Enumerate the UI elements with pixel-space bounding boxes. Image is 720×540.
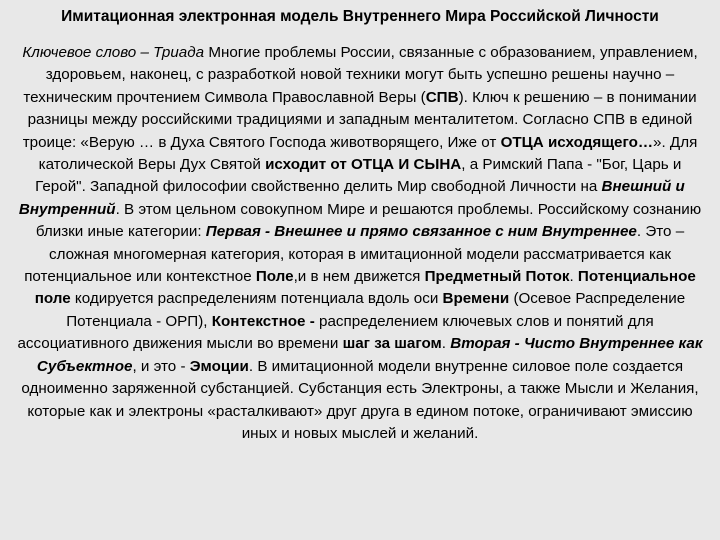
body-text (12, 42, 708, 445)
text-run: (Осевое Распределение Потенциала - ОРП), (66, 290, 686, 330)
text-run: Первая - Внешнее и прямо связанное с ним Внутреннее (205, 223, 637, 241)
text-run: , а Римский Папа - "Бог, Царь и Герой". Западной философии свойственно делить Мир свободной Личности на (35, 156, 682, 196)
text-run: . (441, 335, 451, 353)
text-run: ). Ключ к решению – в понимании разницы между российскими традициями и западным менталитетом. Согласно СПВ в единой троице: «Верую … в Духа Святого Господа животворящего, Иже от (22, 88, 697, 151)
text-run: Потенциальное поле (34, 268, 696, 308)
text-run: . В имитационной модели внутренне силовое поле создается одноименно заряженной субстанцией. Субстанция есть Электроны, а также Мысли и Желания, которые как и электроны «расталкивают» друг друга в едином потоке, ограничивают эмиссию иных и новых мыслей и желаний. (21, 357, 699, 442)
text-run: распределением ключевых слов и понятий для ассоциативного движения мысли во времени (17, 312, 654, 353)
text-run: , и это - (132, 357, 190, 375)
text-run: . В этом цельном совокупном Мире и решаются проблемы. Российскому сознанию близки иные категории: (35, 200, 702, 241)
text-run: . Это – сложная многомерная категория, которая в имитационной модели рассматривается как потенциальное или контекстное (24, 223, 685, 286)
text-run: Времени (442, 290, 510, 308)
slide-title: Имитационная электронная модель Внутреннего Мира Российской Личности (61, 8, 659, 25)
text-run: Эмоции (189, 357, 249, 375)
text-run: СПВ (425, 88, 459, 106)
text-run: шаг за шагом (342, 335, 442, 353)
text-run: Многие проблемы России, связанные с образованием, управлением, здоровьем, наконец, с разработкой новой техники могут быть успешно решены научно – техническим прочтением Символа Православной Веры ( (23, 44, 698, 106)
text-run: . (569, 268, 578, 286)
text-run: ОТЦА исходящего… (500, 133, 654, 151)
text-run: Контекстное - (211, 312, 315, 330)
text-run: Вторая - Чисто Внутреннее как Субъектное (36, 335, 703, 375)
text-run: Предметный Поток (424, 268, 570, 286)
text-run: ». Для католической Веры Дух Святой (38, 133, 698, 174)
text-run: Внешний и Внутренний (18, 178, 685, 218)
text-run: Ключевое слово – Триада (22, 44, 205, 61)
text-run: кодируется распределениям потенциала вдоль оси (70, 290, 443, 308)
text-run: Поле (255, 268, 294, 286)
text-run: ,и в нем движется (293, 268, 425, 286)
text-run: исходит от ОТЦА И СЫНА (265, 156, 462, 174)
